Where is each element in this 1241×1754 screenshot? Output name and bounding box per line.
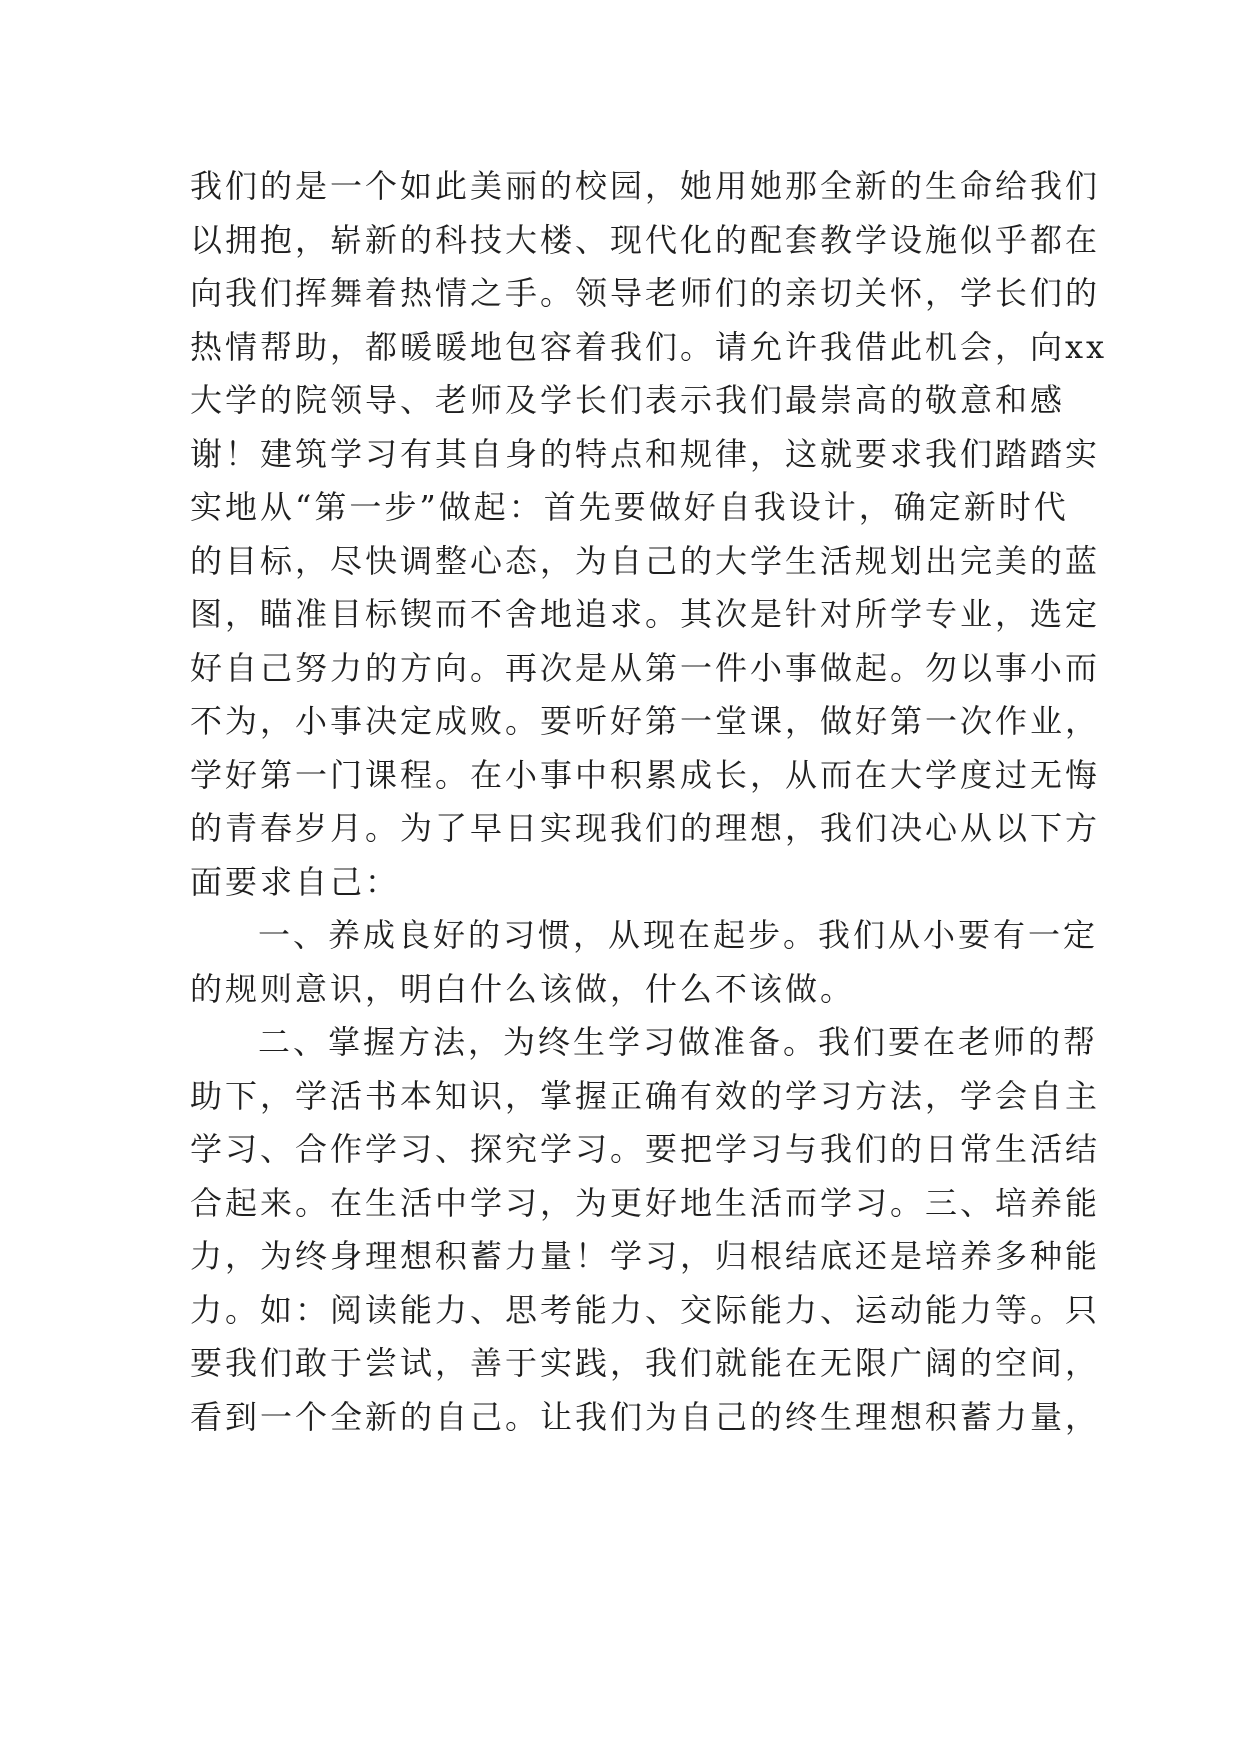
text-line: 一、养成良好的习惯，从现在起步。我们从小要有一定 <box>258 916 1099 954</box>
text-line: 图，瞄准目标锲而不舍地追求。其次是针对所学专业，选定 <box>190 595 1101 633</box>
text-line: 合起来。在生活中学习，为更好地生活而学习。三、培养能 <box>190 1183 1101 1222</box>
text-line: 看到一个全新的自己。让我们为自己的终生理想积蓄力量， <box>190 1397 1101 1436</box>
text-line: 力。如：阅读能力、思考能力、交际能力、运动能力等。只 <box>190 1290 1101 1329</box>
text-line: 力，为终身理想积蓄力量！学习，归根结底还是培养多种能 <box>190 1237 1101 1275</box>
text-line: 我们的是一个如此美丽的校园，她用她那全新的生命给我们 <box>190 167 1101 205</box>
text-line: 学习、合作学习、探究学习。要把学习与我们的日常生活结 <box>190 1130 1101 1168</box>
text-line: 二、掌握方法，为终生学习做准备。我们要在老师的帮 <box>258 1023 1099 1061</box>
text-line: 以拥抱，崭新的科技大楼、现代化的配套教学设施似乎都在 <box>190 220 1101 259</box>
text-line: 的青春岁月。为了早日实现我们的理想，我们决心从以下方 <box>190 809 1101 847</box>
text-line: 的规则意识，明白什么该做，什么不该做。 <box>190 969 856 1008</box>
text-line: 助下，学活书本知识，掌握正确有效的学习方法，学会自主 <box>190 1076 1101 1115</box>
text-line: 的目标，尽快调整心态，为自己的大学生活规划出完美的蓝 <box>190 541 1101 580</box>
text-line: 好自己努力的方向。再次是从第一件小事做起。勿以事小而 <box>190 648 1101 687</box>
text-line: 实地从“第一步”做起：首先要做好自我设计，确定新时代 <box>190 488 1069 526</box>
text-line: 要我们敢于尝试，善于实践，我们就能在无限广阔的空间， <box>190 1344 1101 1382</box>
text-line: 面要求自己： <box>190 862 401 901</box>
text-line: 谢！建筑学习有其自身的特点和规律，这就要求我们踏踏实 <box>190 434 1101 473</box>
text-line: 向我们挥舞着热情之手。领导老师们的亲切关怀，学长们的 <box>190 274 1101 312</box>
text-line: 大学的院领导、老师及学长们表示我们最崇高的敬意和感 <box>190 381 1066 419</box>
text-line: 不为，小事决定成败。要听好第一堂课，做好第一次作业， <box>190 702 1101 740</box>
text-line: 热情帮助，都暖暖地包容着我们。请允许我借此机会，向xx <box>190 327 1108 366</box>
document-body <box>190 160 1108 1444</box>
text-line: 学好第一门课程。在小事中积累成长，从而在大学度过无悔 <box>190 755 1101 794</box>
